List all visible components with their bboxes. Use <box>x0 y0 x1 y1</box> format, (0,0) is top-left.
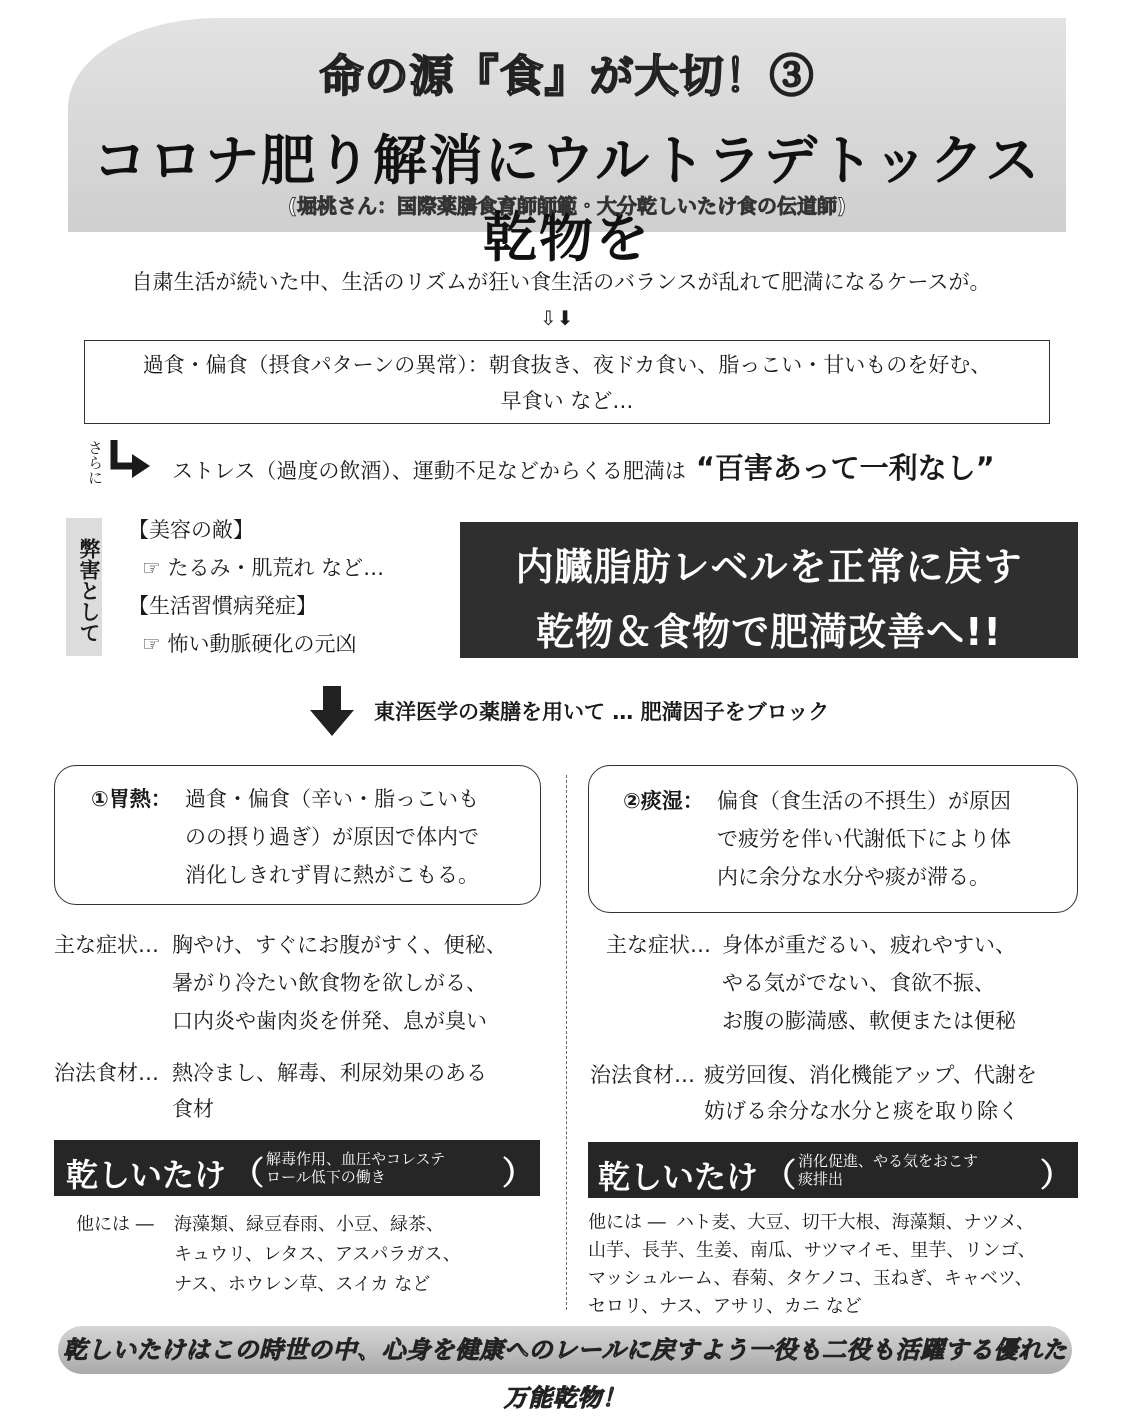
eating-pattern-line2: 早食い など… <box>500 389 634 413</box>
intro-text: 自粛生活が続いた中、生活のリズムが狂い食生活のバランスが乱れて肥満になるケースが。 <box>131 270 991 294</box>
right-treatment-line1: 疲労回復、消化機能アップ、代謝を <box>704 1063 1037 1087</box>
column-divider <box>566 775 567 1310</box>
left-symptoms-line1: 胸やけ、すぐにお腹がすく、便秘、 <box>172 933 507 957</box>
left-banner-open: （ <box>232 1154 265 1192</box>
header-author: (堀桃さん：国際薬膳食育師師範・大分乾しいたけ食の伝道師) <box>287 194 847 218</box>
left-symptoms-line3: 口内炎や歯肉炎を併発、息が臭い <box>172 1009 487 1033</box>
left-symptoms-label: 主な症状… <box>54 933 159 957</box>
left-box-line1: 過食・偏食（辛い・脂っこいも <box>185 787 479 811</box>
stress-line <box>172 450 995 489</box>
left-others-label: 他には ― <box>76 1214 154 1235</box>
beauty-item: ☞ たるみ・肌荒れ など… <box>142 556 385 580</box>
right-box-line1: 偏食（食生活の不摂生）が原因 <box>717 789 1011 813</box>
lifestyle-item: ☞ 怖い動脈硬化の元凶 <box>142 632 357 656</box>
toyo-text: 東洋医学の薬膳を用いて … 肥満因子をブロック <box>374 700 830 724</box>
down-arrow-icon <box>310 686 354 736</box>
left-banner-title: 乾しいたけ <box>66 1156 227 1194</box>
right-symptoms-line2: やる気がでない、食欲不振、 <box>722 971 995 995</box>
right-banner-note2: 痰排出 <box>798 1170 844 1188</box>
left-banner-note2: ロール低下の働き <box>266 1168 386 1186</box>
right-others-line3: マッシュルーム、春菊、タケノコ、玉ねぎ、キャベツ、 <box>588 1268 1033 1289</box>
stress-text: ストレス（過度の飲酒）、運動不足などからくる肥満は <box>172 459 686 483</box>
left-box-title: ①胃熱： <box>91 787 172 811</box>
left-others-line1: 海藻類、緑豆春雨、小豆、緑茶、 <box>174 1214 444 1235</box>
right-cause-box <box>588 765 1078 913</box>
left-others-line2: キュウリ、レタス、アスパラガス、 <box>174 1244 461 1265</box>
left-others-line3: ナス、ホウレン草、スイカ など <box>174 1274 431 1295</box>
right-box-title: ②痰湿： <box>623 789 704 813</box>
right-banner-close: ） <box>1040 1156 1073 1194</box>
right-banner-open: （ <box>764 1156 797 1194</box>
left-box-line3: 消化しきれず胃に熱がこもる。 <box>185 863 479 887</box>
lifestyle-label: 【生活習慣病発症】 <box>128 594 317 618</box>
header-supertitle: 命の源『食』が大切！③ <box>319 51 815 102</box>
header-banner <box>68 18 1066 269</box>
right-banner-note1: 消化促進、やる気をおこす <box>798 1152 979 1170</box>
right-others-label: 他には ― <box>588 1212 666 1233</box>
callout-line2: 乾物＆食物で肥満改善へ!! <box>536 610 1002 654</box>
callout-line1: 内臓脂肪レベルを正常に戻す <box>515 545 1023 589</box>
left-banner-close: ） <box>502 1154 535 1192</box>
right-box-line3: 内に余分な水分や痰が滞る。 <box>717 865 990 889</box>
sarani-label: さらに <box>86 440 104 485</box>
right-others-line2: 山芋、長芋、生姜、南瓜、サツマイモ、里芋、リンゴ、 <box>588 1240 1036 1261</box>
right-symptoms-line3: お腹の膨満感、軟便または便秘 <box>722 1009 1016 1033</box>
right-others-line1: ハト麦、大豆、切干大根、海藻類、ナツメ、 <box>676 1212 1035 1233</box>
beauty-label: 【美容の敵】 <box>128 518 254 542</box>
left-banner-note1: 解毒作用、血圧やコレステ <box>266 1150 446 1168</box>
right-symptoms-line1: 身体が重だるい、疲れやすい、 <box>722 933 1016 957</box>
left-treatment-line1: 熱冷まし、解毒、利尿効果のある <box>172 1061 487 1085</box>
left-treatment-label: 治法食材… <box>54 1061 159 1085</box>
callout-box <box>460 522 1078 658</box>
right-others-line4: セロリ、ナス、アサリ、カニ など <box>588 1296 862 1317</box>
left-box-line2: のの摂り過ぎ）が原因で体内で <box>185 825 479 849</box>
left-shiitake-banner <box>54 1140 540 1196</box>
right-treatment-label: 治法食材… <box>590 1063 695 1087</box>
hook-arrow-icon <box>106 436 156 486</box>
left-symptoms-line2: 暑がり冷たい飲食物を欲しがる、 <box>172 971 487 995</box>
left-treatment-line2: 食材 <box>172 1097 214 1121</box>
harm-tab: 弊害として <box>66 518 102 656</box>
stress-quote: “百害あって一利なし” <box>695 451 995 485</box>
right-banner-title: 乾しいたけ <box>598 1158 759 1196</box>
eating-pattern-box <box>84 340 1050 424</box>
right-treatment-line2: 妨げる余分な水分と痰を取り除く <box>704 1099 1019 1123</box>
eating-pattern-line1: 過食・偏食（摂食パターンの異常）：朝食抜き、夜ドカ食い、脂っこい・甘いものを好む、 <box>142 353 992 377</box>
right-box-line2: で疲労を伴い代謝低下により体 <box>717 827 1011 851</box>
left-cause-box <box>54 765 541 905</box>
header-title: コロナ肥り解消にウルトラデトックス乾物を <box>92 129 1042 269</box>
down-arrows-icon: ⇩⬇ <box>540 306 574 330</box>
right-symptoms-label: 主な症状… <box>606 933 711 957</box>
footer-banner: 乾しいたけはこの時世の中、心身を健康へのレールに戻すよう一役も二役も活躍する優れた万能乾物！ <box>58 1326 1072 1374</box>
right-shiitake-banner <box>588 1142 1078 1198</box>
